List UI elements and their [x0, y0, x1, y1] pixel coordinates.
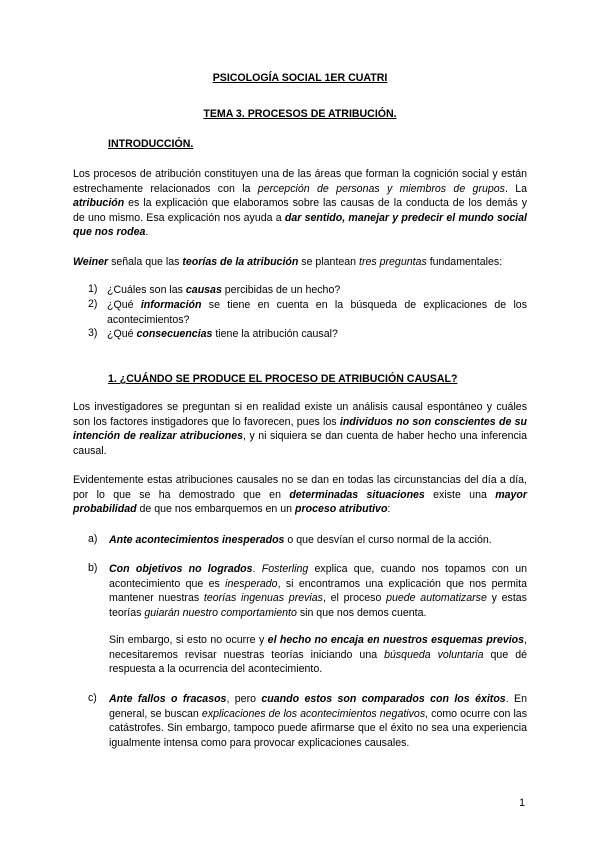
- list-number: 2): [88, 298, 98, 310]
- section-heading: 1. ¿CUÁNDO SE PRODUCE EL PROCESO DE ATRIBUCIÓN CAUSAL?: [108, 373, 458, 385]
- list-item: ¿Qué información se tiene en cuenta en la búsqueda de explicaciones de los acontecimientos?: [107, 299, 527, 326]
- list-letter: a): [88, 533, 98, 545]
- list-item-c: Ante fallos o fracasos, pero cuando estos son comparados con los éxitos. En general, se buscan explicaciones de los acontecimientos negativos, como ocurre con las catástrofes. Sin embargo, tampoco puede afirmarse que el éxito no sea una experiencia igualmente intensa como para provocar explicaciones causales.: [109, 693, 527, 749]
- list-letter: c): [88, 692, 97, 704]
- intro-paragraph: Los procesos de atribución constituyen una de las áreas que forman la cognición social y están estrechamente relacionados con la percepción de personas y miembros de grupos. La atribución es la explicación que elaboramos sobre las causas de la conducta de los demás y de uno mismo. Esa explicación nos ayuda a dar sentido, manejar y predecir el mundo social que nos rodea.: [73, 168, 528, 239]
- section1-paragraph-1: Los investigadores se preguntan si en realidad existe un análisis causal espontáneo y cuáles son los factores instigadores que lo favorecen, pues los individuos no son conscientes de su intención de realizar atribuciones, y ni siquiera se dan cuenta de haber hecho una inferencia causal.: [73, 401, 528, 457]
- list-number: 1): [88, 283, 98, 295]
- list-item: ¿Cuáles son las causas percibidas de un hecho?: [107, 284, 341, 296]
- section1-paragraph-2: Evidentemente estas atribuciones causales no se dan en todas las circunstancias del día a día, por lo que se ha demostrado que en determinadas situaciones existe una mayor probabilidad de que nos embarquemos en un proceso atributivo:: [73, 474, 527, 516]
- list-item-a: Ante acontecimientos inesperados o que desvían el curso normal de la acción.: [109, 534, 492, 546]
- weiner-paragraph: Weiner señala que las teorías de la atribución se plantean tres preguntas fundamentales:: [73, 256, 503, 268]
- list-item: ¿Qué consecuencias tiene la atribución causal?: [107, 328, 338, 340]
- list-letter: b): [88, 562, 98, 574]
- list-number: 3): [88, 327, 98, 339]
- intro-heading: INTRODUCCIÓN.: [108, 138, 194, 150]
- topic-title: TEMA 3. PROCESOS DE ATRIBUCIÓN.: [203, 108, 397, 120]
- page-number: 1: [519, 797, 525, 809]
- list-item-b-continued: Sin embargo, si esto no ocurre y el hecho no encaja en nuestros esquemas previos, necesitaremos revisar nuestras teorías iniciando una búsqueda voluntaria que dé respuesta a la ocurrencia del acontecimiento.: [109, 634, 527, 676]
- document-title: PSICOLOGÍA SOCIAL 1ER CUATRI: [212, 72, 388, 84]
- list-item-b: Con objetivos no logrados. Fosterling explica que, cuando nos topamos con un acontecimiento que es inesperado, si encontramos una explicación que nos permita mantener nuestras teorías ingenuas previas, el proceso puede automatizarse y estas teorías guiarán nuestro comportamiento sin que nos demos cuenta.: [109, 563, 527, 619]
